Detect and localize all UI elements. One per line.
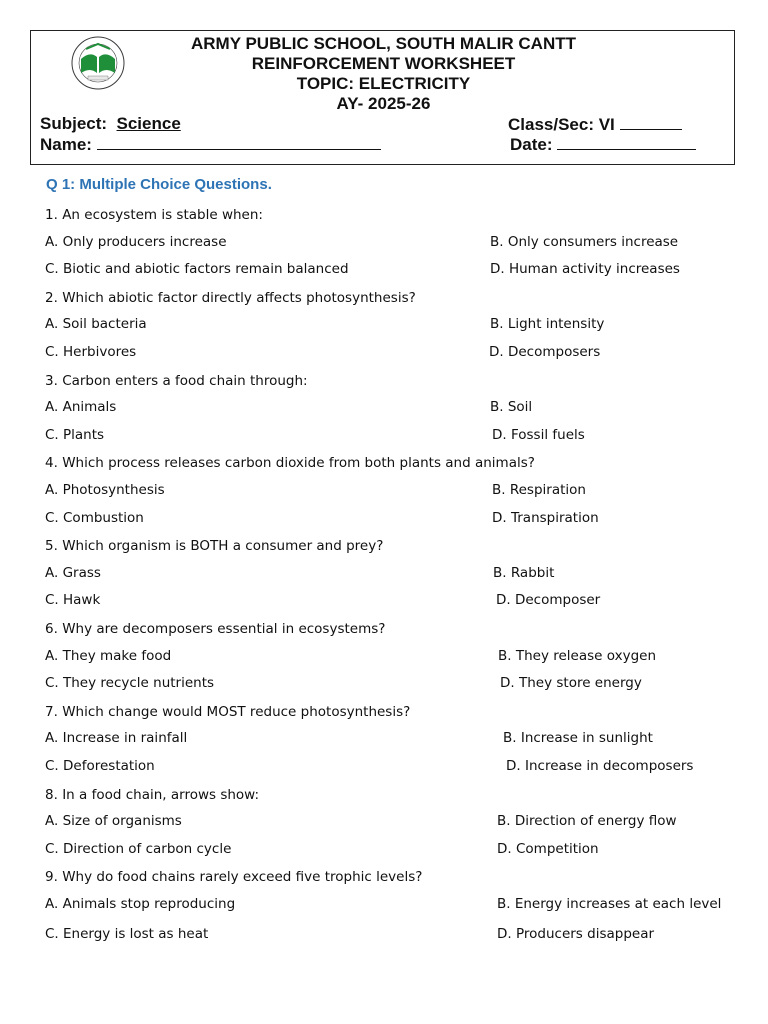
- option-c[interactable]: C. Direction of carbon cycle: [45, 840, 232, 857]
- worksheet-header: [30, 30, 735, 165]
- question-number: 5.: [45, 538, 58, 555]
- question-text: Which organism is BOTH a consumer and prey?: [62, 538, 384, 555]
- subject-value: Science: [116, 114, 181, 133]
- question-text: Which change would MOST reduce photosynthesis?: [62, 703, 411, 720]
- question-number: 6.: [45, 621, 58, 637]
- question-number: 3.: [45, 372, 58, 389]
- option-b[interactable]: B. Only consumers increase: [490, 233, 679, 250]
- option-a-prefix: A.: [45, 399, 59, 416]
- option-b[interactable]: B. Respiration: [492, 482, 586, 498]
- option-a-text: Animals: [62, 399, 117, 416]
- worksheet-title: REINFORCEMENT WORKSHEET: [251, 54, 516, 73]
- option-a-prefix: A.: [45, 564, 59, 581]
- option-a-prefix: A.: [45, 316, 59, 333]
- date-blank[interactable]: [557, 134, 696, 150]
- option-b[interactable]: B. Light intensity: [490, 316, 605, 333]
- subject-field: [40, 114, 181, 134]
- option-d[interactable]: D. Competition: [497, 840, 599, 857]
- option-a-text: Animals stop reproducing: [62, 896, 236, 912]
- option-b[interactable]: B. Soil: [490, 399, 533, 416]
- question-1: [45, 207, 263, 223]
- option-b[interactable]: B. Rabbit: [493, 564, 555, 581]
- option-d[interactable]: D. Fossil fuels: [492, 426, 585, 443]
- option-d[interactable]: D. Decomposer: [496, 592, 601, 609]
- option-d[interactable]: D. Increase in decomposers: [506, 758, 694, 774]
- school-name: ARMY PUBLIC SCHOOL, SOUTH MALIR CANTT: [190, 34, 576, 53]
- option-a-prefix: A.: [45, 647, 59, 664]
- question-9: [45, 869, 422, 885]
- option-a[interactable]: [45, 731, 187, 745]
- option-c[interactable]: C. They recycle nutrients: [45, 675, 215, 692]
- option-b[interactable]: B. Direction of energy flow: [497, 813, 677, 830]
- option-a-text: Increase in rainfall: [62, 730, 188, 747]
- question-3: [45, 373, 308, 389]
- option-a[interactable]: [45, 400, 116, 414]
- question-number: 7.: [45, 703, 58, 720]
- option-a-prefix: A.: [45, 896, 59, 912]
- academic-year: AY- 2025-26: [336, 94, 431, 113]
- option-a-prefix: A.: [45, 813, 59, 830]
- class-blank[interactable]: [620, 114, 682, 130]
- name-field: [40, 134, 381, 155]
- question-5: [45, 538, 383, 554]
- question-number: 8.: [45, 786, 58, 803]
- question-6: [45, 621, 385, 637]
- option-d[interactable]: D. Human activity increases: [490, 261, 680, 278]
- question-number: 9.: [45, 869, 58, 886]
- question-8: [45, 787, 259, 803]
- question-text: An ecosystem is stable when:: [62, 207, 263, 223]
- option-c[interactable]: C. Biotic and abiotic factors remain balanced: [45, 261, 349, 278]
- option-a[interactable]: [45, 235, 227, 249]
- option-d[interactable]: D. Transpiration: [492, 509, 599, 526]
- option-d[interactable]: D. They store energy: [500, 675, 642, 692]
- option-c[interactable]: C. Deforestation: [45, 758, 155, 774]
- option-c[interactable]: C. Combustion: [45, 509, 144, 526]
- option-c[interactable]: C. Herbivores: [45, 344, 137, 360]
- option-d[interactable]: D. Producers disappear: [497, 926, 655, 942]
- question-text: Why are decomposers essential in ecosystems?: [62, 621, 386, 637]
- question-text: Which process releases carbon dioxide from both plants and animals?: [62, 455, 535, 472]
- option-c[interactable]: C. Hawk: [45, 592, 101, 609]
- option-a[interactable]: [45, 897, 270, 911]
- option-a-text: Only producers increase: [62, 233, 227, 250]
- question-text: In a food chain, arrows show:: [62, 786, 260, 803]
- option-b[interactable]: B. Increase in sunlight: [503, 730, 653, 747]
- option-c[interactable]: C. Energy is lost as heat: [45, 926, 209, 942]
- option-a[interactable]: [45, 649, 171, 663]
- option-a-prefix: A.: [45, 730, 59, 747]
- option-c[interactable]: C. Plants: [45, 426, 105, 443]
- option-b[interactable]: B. Energy increases at each level: [497, 896, 722, 912]
- question-4: [45, 455, 535, 471]
- question-text: Why do food chains rarely exceed five trophic levels?: [62, 869, 423, 886]
- section-title: Q 1: Multiple Choice Questions.: [46, 176, 272, 193]
- option-a-text: Soil bacteria: [62, 316, 147, 333]
- question-number: 2.: [45, 289, 58, 306]
- option-a-text: Grass: [62, 564, 101, 581]
- class-field: [508, 114, 682, 135]
- option-a[interactable]: [45, 483, 165, 497]
- option-a-text: Photosynthesis: [62, 482, 165, 498]
- name-label: Name:: [40, 135, 92, 154]
- question-text: Which abiotic factor directly affects photosynthesis?: [62, 289, 416, 306]
- topic-title: TOPIC: ELECTRICITY: [296, 74, 471, 93]
- option-a[interactable]: [45, 317, 147, 331]
- question-number: 1.: [45, 207, 58, 223]
- class-label: Class/Sec: VI: [508, 115, 615, 134]
- option-a-prefix: A.: [45, 233, 59, 250]
- option-a-text: Size of organisms: [62, 813, 182, 830]
- question-text: Carbon enters a food chain through:: [62, 372, 308, 389]
- name-blank[interactable]: [97, 134, 381, 150]
- subject-label: Subject:: [40, 114, 108, 133]
- question-2: [45, 290, 416, 306]
- question-7: [45, 704, 410, 720]
- question-number: 4.: [45, 455, 58, 472]
- option-d[interactable]: D. Decomposers: [489, 344, 601, 360]
- option-a[interactable]: [45, 566, 101, 580]
- option-a-text: They make food: [62, 647, 172, 664]
- date-label: Date:: [510, 135, 553, 154]
- option-a[interactable]: [45, 814, 182, 828]
- date-field: [510, 134, 696, 155]
- option-a-prefix: A.: [45, 482, 59, 498]
- option-b[interactable]: B. They release oxygen: [498, 647, 657, 664]
